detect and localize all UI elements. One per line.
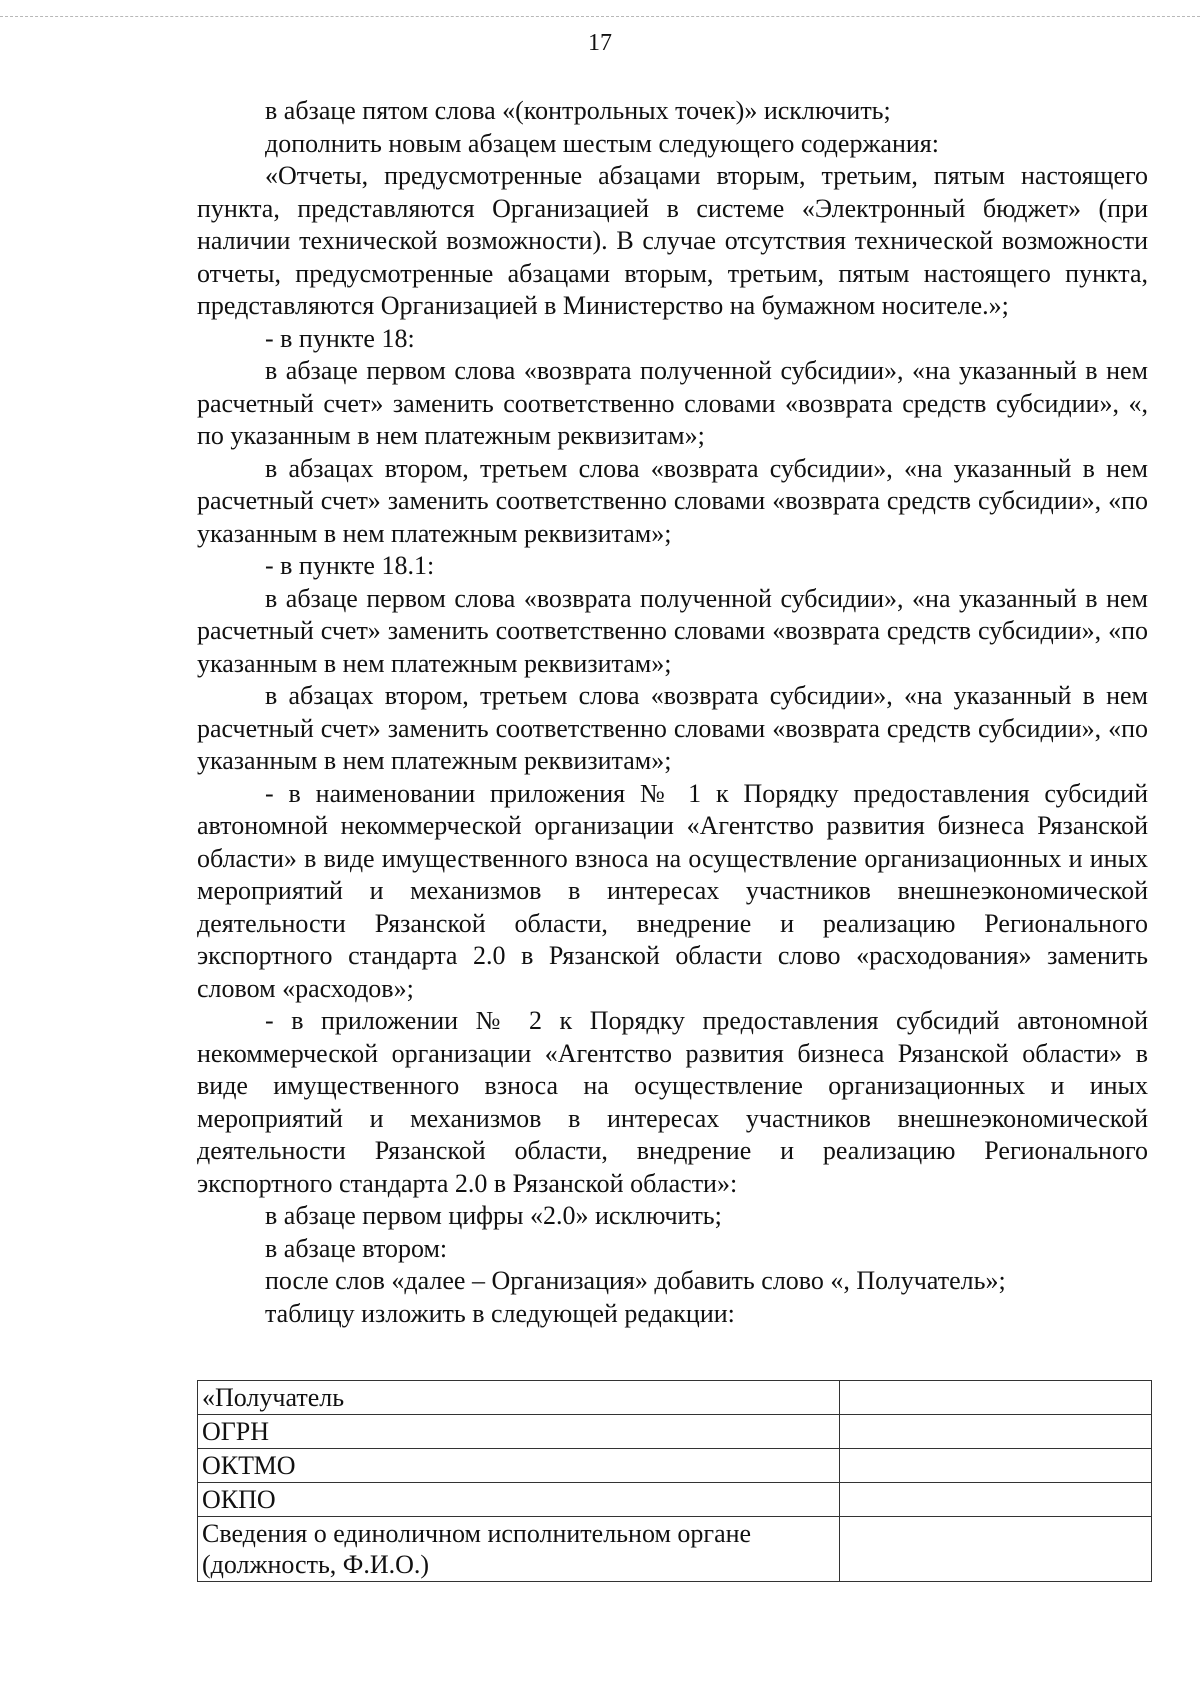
table-row <box>198 1517 1152 1582</box>
row-value <box>840 1483 1152 1517</box>
table-row <box>198 1449 1152 1483</box>
row-label: Сведения о единоличном исполнительном органе (должность, Ф.И.О.) <box>198 1517 840 1582</box>
row-label: «Получатель <box>198 1381 840 1415</box>
table-row <box>198 1415 1152 1449</box>
row-value <box>840 1449 1152 1483</box>
paragraph: в абзаце первом слова «возврата полученной субсидии», «на указанный в нем расчетный счет» заменить соответственно словами «возврата средств субсидии», «по указанным в нем платежным реквизитам»; <box>197 583 1148 678</box>
paragraph: в абзаце втором: <box>265 1233 448 1263</box>
paragraph: в абзацах втором, третьем слова «возврата субсидии», «на указанный в нем расчетный счет» заменить соответственно словами «возврата средств субсидии», «по указанным в нем платежным реквизитам»; <box>197 681 1148 775</box>
paragraph: «Отчеты, предусмотренные абзацами вторым, третьим, пятым настоящего пункта, представляются Организацией в системе «Электронный бюджет» (при наличии технической возможности). В случае отсутствия технической возможности отчеты, предусмотренные абзацами вторым, третьим, пятым настоящего пункта, представляются Организацией в Министерство на бумажном носителе.»; <box>197 161 1148 320</box>
row-label: ОКПО <box>198 1483 840 1517</box>
row-label: ОКТМО <box>198 1449 840 1483</box>
row-value <box>840 1517 1152 1582</box>
paragraph: - в наименовании приложения № 1 к Порядку предоставления субсидий автономной некоммерческой организации «Агентство развития бизнеса Рязанской области» в виде имущественного взноса на осуществление организационных и иных мероприятий и механизмов в интересах участников внешнеэкономической деятельности Рязанской области, внедрение и реализацию Регионального экспортного стандарта 2.0 в Рязанской области слово «расходования» заменить словом «расходов»; <box>197 778 1148 1003</box>
page-number: 17 <box>588 30 612 56</box>
table-row <box>198 1381 1152 1415</box>
paragraph: в абзаце первом слова «возврата полученной субсидии», «на указанный в нем расчетный счет» заменить соответственно словами «возврата средств субсидии», «, по указанным в нем платежным реквизитам»; <box>197 356 1148 450</box>
paragraph: - в приложении № 2 к Порядку предоставления субсидий автономной некоммерческой организации «Агентство развития бизнеса Рязанской области» в виде имущественного взноса на осуществление организационных и иных мероприятий и механизмов в интересах участников внешнеэкономической деятельности Рязанской области, внедрение и реализацию Регионального экспортного стандарта 2.0 в Рязанской области»: <box>197 1006 1148 1198</box>
paragraph: дополнить новым абзацем шестым следующего содержания: <box>265 128 939 158</box>
paragraph: в абзаце пятом слова «(контрольных точек)» исключить; <box>265 96 891 125</box>
row-label: ОГРН <box>198 1415 840 1449</box>
table-row <box>198 1483 1152 1517</box>
paragraph: - в пункте 18: <box>265 323 415 353</box>
paragraph: таблицу изложить в следующей редакции: <box>265 1298 735 1328</box>
row-value <box>840 1381 1152 1415</box>
paragraph: в абзацах втором, третьем слова «возврата субсидии», «на указанный в нем расчетный счет» заменить соответственно словами «возврата средств субсидии», «по указанным в нем платежным реквизитам»; <box>197 453 1148 548</box>
paragraph: после слов «далее – Организация» добавить слово «, Получатель»; <box>265 1266 1006 1295</box>
document-body <box>197 95 1148 1330</box>
paragraph: в абзаце первом цифры «2.0» исключить; <box>265 1201 722 1230</box>
paragraph: - в пункте 18.1: <box>265 551 435 580</box>
row-value <box>840 1415 1152 1449</box>
scan-top-edge <box>0 16 1200 17</box>
requisites-table <box>197 1380 1152 1582</box>
